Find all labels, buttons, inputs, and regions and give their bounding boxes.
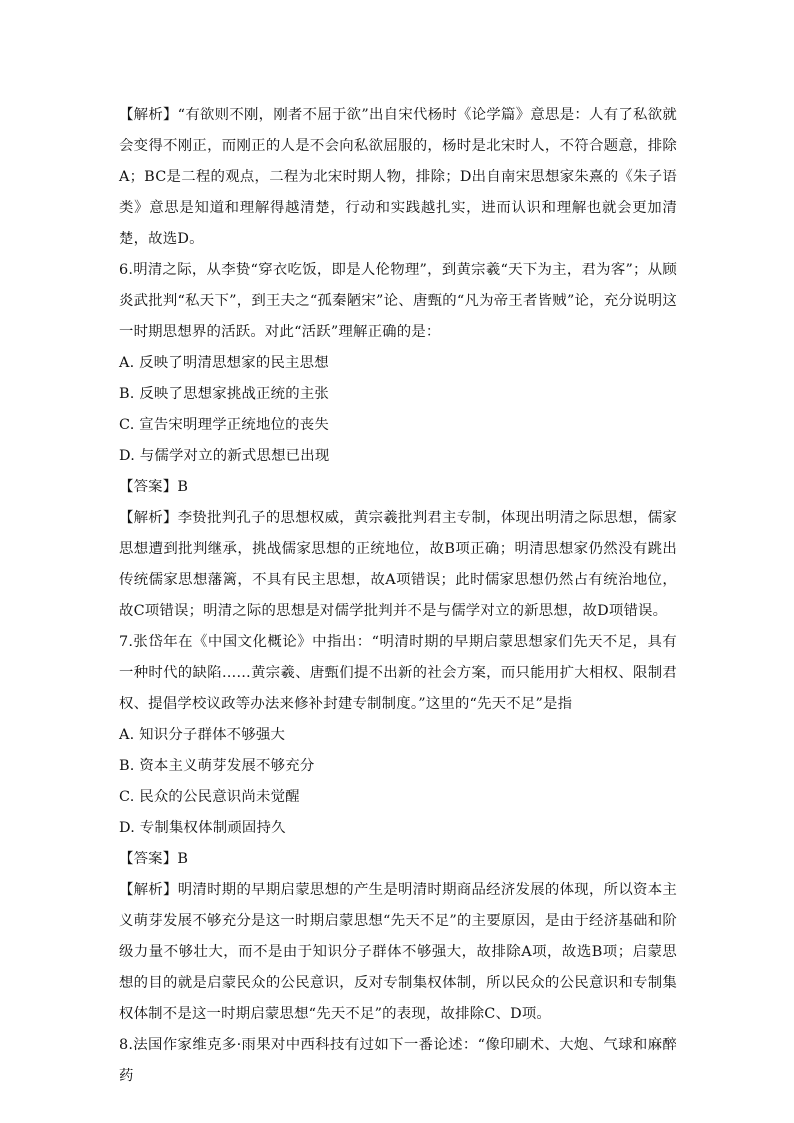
- question-7-stem: 7.张岱年在《中国文化概论》中指出：“明清时期的早期启蒙思想家们先天不足，具有一种时代的缺陷……黄宗羲、唐甄们提不出新的社会方案，而只能用扩大相权、限制君权、提倡学校议政等办法来修补封建专制制度。”这里的“先天不足”是指: [119, 634, 677, 712]
- question-6-option-c: C. 宣告宋明理学正统地位的丧失: [119, 417, 329, 433]
- question-6-stem: 6.明清之际，从李贽“穿衣吃饭，即是人伦物理”，到黄宗羲“天下为主，君为客”；从顾炎武批判“私天下”，到王夫之“孤秦陋宋”论、唐甄的“凡为帝王者皆贼”论，充分说明这一时期思想界的活跃。对此“活跃”理解正确的是：: [119, 262, 677, 340]
- explanation-q7: 【解析】明清时期的早期启蒙思想的产生是明清时期商品经济发展的体现，所以资本主义萌芽发展不够充分是这一时期启蒙思想“先天不足”的主要原因，是由于经济基础和阶级力量不够壮大，而不是由于知识分子群体不够强大，故排除A项，故选B项；启蒙思想的目的就是启蒙民众的公民意识，反对专制集权体制，所以民众的公民意识和专制集权体制不是这一时期启蒙思想“先天不足”的表现，故排除C、D项。: [119, 882, 677, 1022]
- explanation-q6: 【解析】李贽批判孔子的思想权威，黄宗羲批判君主专制，体现出明清之际思想，儒家思想遭到批判继承，挑战儒家思想的正统地位，故B项正确；明清思想家仍然没有跳出传统儒家思想藩篱，不具有民主思想，故A项错误；此时儒家思想仍然占有统治地位，故C项错误；明清之际的思想是对儒学批判并不是与儒学对立的新思想，故D项错误。: [119, 510, 677, 619]
- question-7-option-d: D. 专制集权体制顽固持久: [119, 820, 286, 836]
- explanation-q5: 【解析】“有欲则不刚，刚者不屈于欲”出自宋代杨时《论学篇》意思是：人有了私欲就会变得不刚正，而刚正的人是不会向私欲屈服的，杨时是北宋时人，不符合题意，排除A；BC是二程的观点，二程为北宋时期人物，排除；D出自南宋思想家朱熹的《朱子语类》意思是知道和理解得越清楚，行动和实践越扎实，进而认识和理解也就会更加清楚，故选D。: [119, 107, 677, 247]
- question-7-option-a: A. 知识分子群体不够强大: [119, 727, 286, 743]
- question-7-option-b: B. 资本主义萌芽发展不够充分: [119, 758, 315, 774]
- answer-q6: 【答案】B: [119, 479, 189, 495]
- document-body: [119, 100, 677, 1092]
- question-7-option-c: C. 民众的公民意识尚未觉醒: [119, 789, 300, 805]
- question-6-option-b: B. 反映了思想家挑战正统的主张: [119, 386, 330, 402]
- question-6-option-a: A. 反映了明清思想家的民主思想: [119, 355, 329, 371]
- question-8-stem: 8.法国作家维克多·雨果对中西科技有过如下一番论述：“像印刷术、大炮、气球和麻醉药: [119, 1037, 677, 1084]
- question-6-option-d: D. 与儒学对立的新式思想已出现: [119, 448, 330, 464]
- answer-q7: 【答案】B: [119, 851, 189, 867]
